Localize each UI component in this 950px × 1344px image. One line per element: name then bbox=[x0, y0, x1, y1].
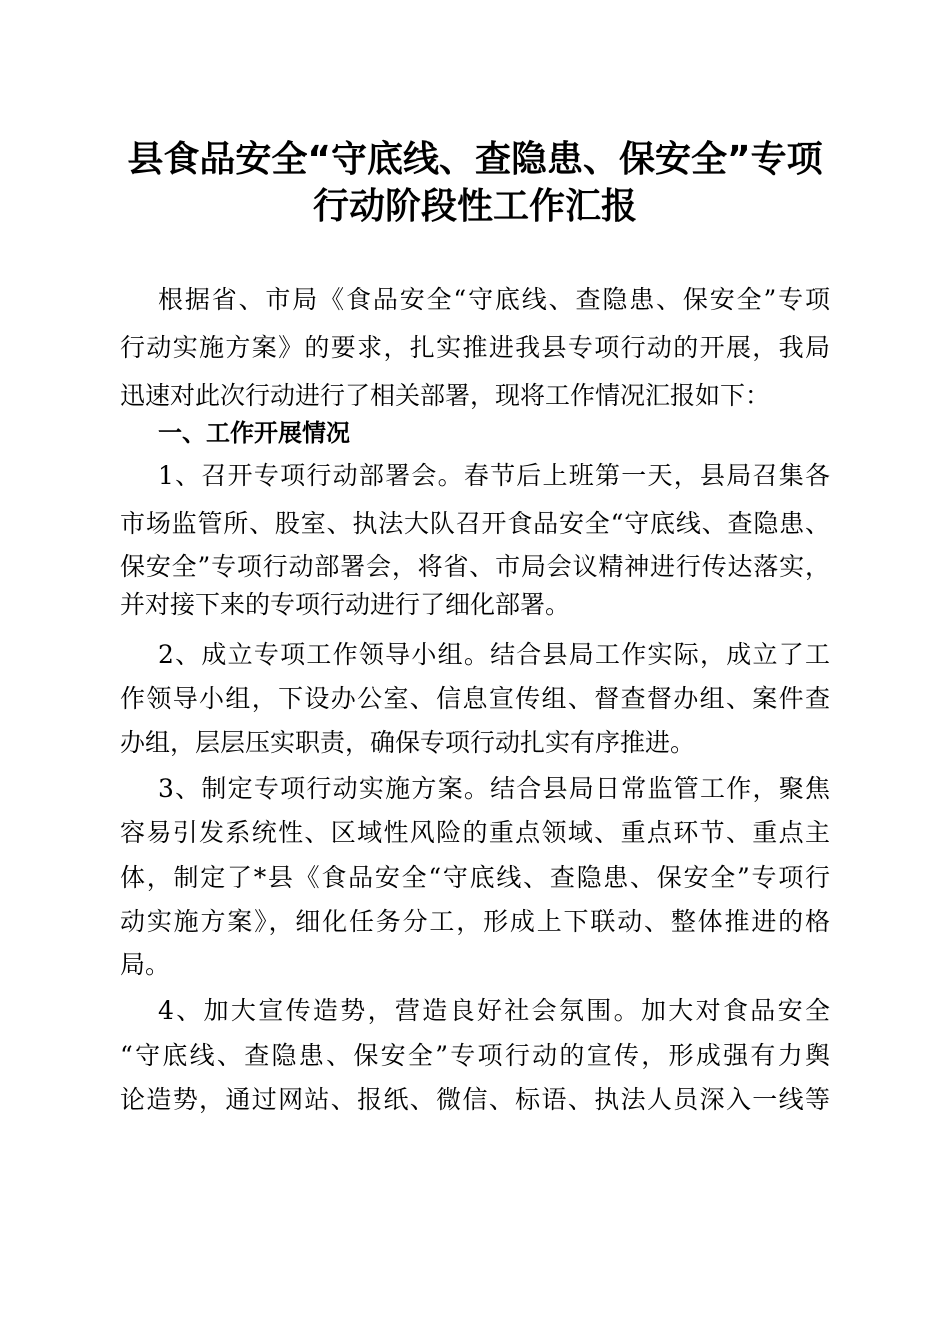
item-2-line-3: 办组，层层压实职责，确保专项行动扎实有序推进。 bbox=[120, 728, 696, 757]
item-1-line-2: 市场监管所、股室、执法大队召开食品安全“守底线、查隐患、 bbox=[120, 509, 830, 538]
document-title-line-2: 行动阶段性工作汇报 bbox=[312, 186, 637, 227]
intro-line-2: 行动实施方案》的要求，扎实推进我县专项行动的开展，我局 bbox=[120, 333, 830, 362]
item-3-line-5: 局。 bbox=[120, 950, 171, 979]
section-heading: 一、工作开展情况 bbox=[158, 419, 350, 447]
document-title-line-1: 县食品安全“守底线、查隐患、保安全”专项 bbox=[127, 139, 823, 180]
item-1-line-3: 保安全”专项行动部署会，将省、市局会议精神进行传达落实， bbox=[120, 552, 830, 581]
item-1-line-1: 1、召开专项行动部署会。春节后上班第一天，县局召集各 bbox=[158, 461, 830, 490]
item-3-line-3: 体，制定了*县《食品安全“守底线、查隐患、保安全”专项行 bbox=[120, 863, 830, 892]
item-4-line-1: 4、加大宣传造势，营造良好社会氛围。加大对食品安全 bbox=[158, 996, 830, 1025]
item-1-line-4: 并对接下来的专项行动进行了细化部署。 bbox=[120, 590, 571, 619]
item-4-line-3: 论造势，通过网站、报纸、微信、标语、执法人员深入一线等 bbox=[120, 1085, 830, 1114]
item-2-line-2: 作领导小组，下设办公室、信息宣传组、督查督办组、案件查 bbox=[120, 684, 830, 713]
intro-line-1: 根据省、市局《食品安全“守底线、查隐患、保安全”专项 bbox=[158, 285, 830, 314]
intro-line-3: 迅速对此次行动进行了相关部署，现将工作情况汇报如下： bbox=[120, 381, 771, 410]
item-3-line-4: 动实施方案》，细化任务分工，形成上下联动、整体推进的格 bbox=[120, 907, 830, 936]
item-2-line-1: 2、成立专项工作领导小组。结合县局工作实际，成立了工 bbox=[158, 640, 830, 669]
item-4-line-2: “守底线、查隐患、保安全”专项行动的宣传，形成强有力舆 bbox=[120, 1041, 830, 1070]
item-3-line-1: 3、制定专项行动实施方案。结合县局日常监管工作，聚焦 bbox=[158, 774, 830, 803]
item-3-line-2: 容易引发系统性、区域性风险的重点领域、重点环节、重点主 bbox=[120, 818, 830, 847]
